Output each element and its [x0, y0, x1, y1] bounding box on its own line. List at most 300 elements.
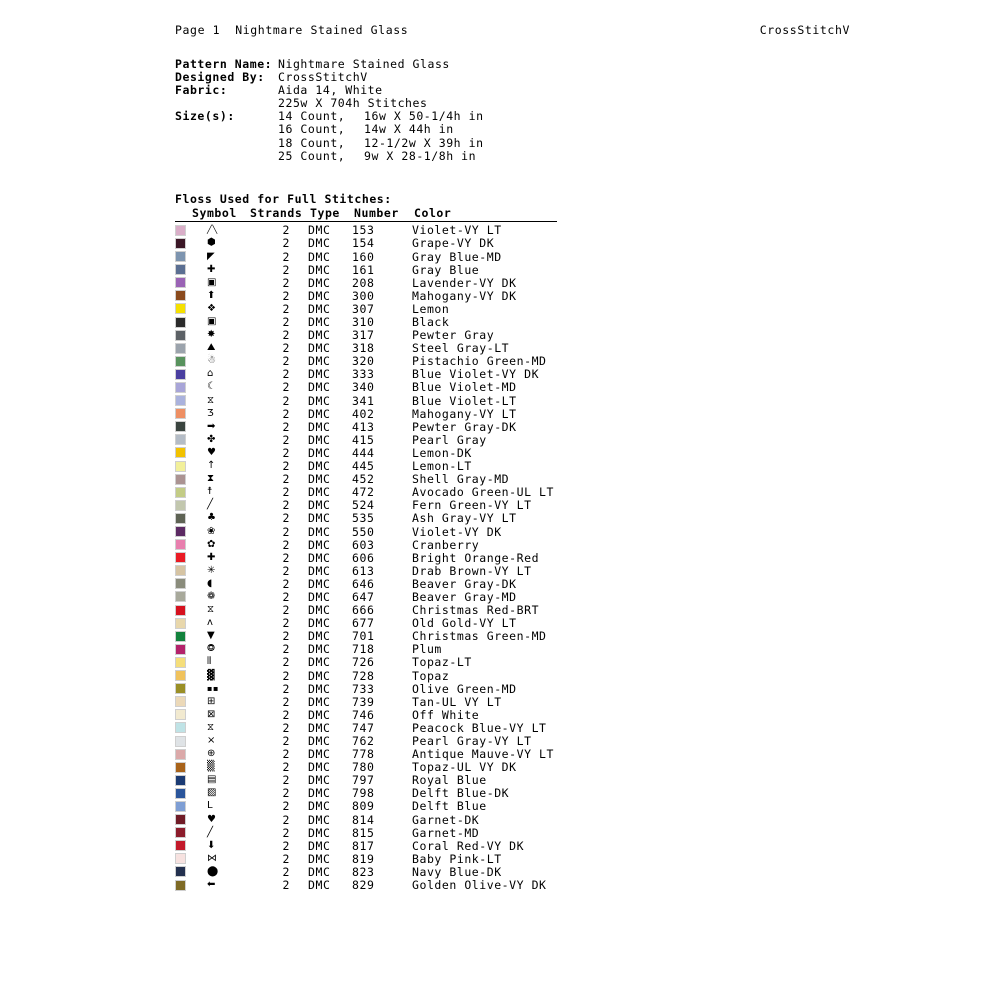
color-swatch	[175, 500, 186, 511]
table-row	[175, 708, 557, 721]
floss-strands: 2	[282, 275, 290, 290]
floss-number: 701	[352, 629, 375, 644]
floss-swatch-cell	[175, 657, 207, 668]
table-row	[175, 604, 557, 617]
floss-number: 677	[352, 616, 375, 631]
table-row	[175, 865, 557, 878]
floss-swatch-cell	[175, 709, 207, 720]
table-row	[175, 787, 557, 800]
table-row	[175, 721, 557, 734]
down-triangle-solid-icon: ▼	[207, 630, 216, 642]
floss-color-name: Gray Blue	[412, 262, 480, 277]
floss-strands: 2	[282, 288, 290, 303]
floss-strands: 2	[282, 707, 290, 722]
small-spade-dot-icon: ♥	[207, 446, 217, 458]
color-swatch	[175, 827, 186, 838]
floss-type: DMC	[308, 485, 331, 500]
floss-color-name: Black	[412, 315, 450, 329]
color-swatch	[175, 709, 186, 720]
table-row	[175, 459, 557, 472]
table-row	[175, 368, 557, 381]
floss-swatch-cell	[175, 762, 207, 773]
size-row	[278, 136, 484, 150]
floss-number: 340	[352, 380, 375, 395]
table-row	[175, 486, 557, 499]
floss-number: 778	[352, 747, 375, 762]
four-petal-flower-icon: ✿	[207, 538, 216, 550]
floss-type: DMC	[308, 550, 331, 565]
floss-color-name: Pewter Gray-DK	[412, 419, 517, 434]
floss-type: DMC	[308, 419, 331, 434]
floss-strands: 2	[282, 367, 290, 382]
running-header	[175, 23, 850, 37]
floss-type: DMC	[308, 236, 331, 251]
table-row	[175, 669, 557, 682]
floss-color-name: Peacock Blue-VY LT	[412, 720, 547, 735]
color-swatch	[175, 657, 186, 668]
floss-type: DMC	[308, 616, 331, 631]
floss-strands: 2	[282, 432, 290, 447]
floss-swatch-cell	[175, 526, 207, 537]
floss-number: 746	[352, 707, 375, 722]
floss-strands: 2	[282, 629, 290, 644]
floss-swatch-cell	[175, 539, 207, 550]
color-swatch	[175, 447, 186, 458]
floss-swatch-cell	[175, 251, 207, 262]
color-swatch	[175, 814, 186, 825]
floss-swatch-cell	[175, 303, 207, 314]
color-swatch	[175, 565, 186, 576]
floss-number: 797	[352, 773, 375, 788]
designed-by-value: CrossStitchV	[278, 70, 368, 85]
floss-strands: 2	[282, 459, 290, 474]
table-row	[175, 800, 557, 813]
floss-number: 472	[352, 485, 375, 500]
floss-color-name: Bright Orange-Red	[412, 550, 540, 565]
floss-type: DMC	[308, 694, 331, 709]
floss-strands: 2	[282, 419, 290, 434]
squared-plus-icon: ⊞	[207, 695, 216, 707]
floss-type: DMC	[308, 864, 331, 879]
table-row	[175, 224, 557, 237]
heavy-plus-icon: ✚	[207, 551, 216, 563]
floss-color-name: Antique Mauve-VY LT	[412, 747, 554, 762]
floss-color-name: Pearl Gray-VY LT	[412, 734, 532, 748]
floss-type: DMC	[308, 655, 331, 670]
fabric-label: Fabric:	[175, 83, 228, 98]
floss-number: 318	[352, 341, 375, 356]
floss-type: DMC	[308, 786, 331, 801]
floss-number: 815	[352, 825, 375, 840]
floss-swatch-cell	[175, 775, 207, 786]
color-swatch	[175, 408, 186, 419]
floss-number: 613	[352, 563, 375, 578]
size-count: 25 Count,	[278, 148, 346, 163]
column-header-color: Color	[414, 206, 452, 220]
floss-type: DMC	[308, 367, 331, 382]
floss-type: DMC	[308, 537, 331, 552]
floss-strands: 2	[282, 341, 290, 356]
color-swatch	[175, 605, 186, 616]
floss-type: DMC	[308, 576, 331, 591]
floss-type: DMC	[308, 720, 331, 735]
small-crown-icon: ☃	[207, 355, 217, 367]
squared-times-icon: ⊠	[207, 708, 216, 720]
floss-swatch-cell	[175, 382, 207, 393]
floss-strands: 2	[282, 668, 290, 683]
table-row	[175, 512, 557, 525]
table-row	[175, 420, 557, 433]
floss-strands: 2	[282, 406, 290, 421]
floss-type: DMC	[308, 262, 331, 277]
floss-number: 208	[352, 275, 375, 290]
floss-swatch-cell	[175, 605, 207, 616]
floss-swatch-cell	[175, 421, 207, 432]
floss-color-name: Grape-VY DK	[412, 236, 495, 251]
table-row	[175, 289, 557, 302]
table-row	[175, 473, 557, 486]
floss-type: DMC	[308, 275, 331, 290]
floss-swatch-cell	[175, 670, 207, 681]
color-swatch	[175, 395, 186, 406]
column-header-symbol: Symbol	[192, 206, 237, 220]
floss-color-name: Coral Red-VY DK	[412, 838, 525, 853]
roman-numeral-two-icon: ⧖	[207, 721, 215, 733]
floss-type: DMC	[308, 315, 331, 329]
meta-row-fabric-stitches	[175, 96, 484, 109]
floss-swatch-cell	[175, 736, 207, 747]
floss-strands: 2	[282, 589, 290, 604]
floss-swatch-cell	[175, 369, 207, 380]
floss-strands: 2	[282, 537, 290, 552]
color-swatch	[175, 290, 186, 301]
table-row	[175, 813, 557, 826]
floss-color-name: Golden Olive-VY DK	[412, 878, 547, 893]
table-row	[175, 774, 557, 787]
table-row	[175, 852, 557, 865]
color-swatch	[175, 225, 186, 236]
floss-color-name: Lemon-LT	[412, 459, 472, 474]
floss-swatch-cell	[175, 552, 207, 563]
table-row	[175, 499, 557, 512]
floss-strands: 2	[282, 747, 290, 762]
pattern-metadata	[175, 57, 484, 162]
floss-number: 817	[352, 838, 375, 853]
size-row	[278, 109, 484, 123]
floss-number: 718	[352, 642, 375, 657]
fabric-value: Aida 14, White	[278, 83, 383, 98]
floss-swatch-cell	[175, 290, 207, 301]
floss-swatch-cell	[175, 696, 207, 707]
size-dimensions: 14w X 44h in	[364, 122, 454, 137]
filled-square-dot-icon: ▣	[207, 316, 217, 327]
floss-strands: 2	[282, 878, 290, 893]
floss-number: 798	[352, 786, 375, 801]
floss-strands: 2	[282, 694, 290, 709]
floss-type: DMC	[308, 432, 331, 447]
floss-swatch-cell	[175, 827, 207, 838]
floss-number: 154	[352, 236, 375, 251]
floss-color-name: Pearl Gray	[412, 432, 487, 447]
floss-color-name: Navy Blue-DK	[412, 864, 502, 879]
hourglass-x-icon: ⧗	[207, 473, 215, 485]
pattern-name-label: Pattern Name:	[175, 57, 273, 71]
color-swatch	[175, 277, 186, 288]
floss-strands: 2	[282, 249, 290, 264]
floss-swatch-cell	[175, 513, 207, 524]
floss-swatch-cell	[175, 225, 207, 236]
four-club-cross-icon: ✤	[207, 433, 216, 445]
floss-color-name: Christmas Green-MD	[412, 629, 547, 644]
color-swatch	[175, 880, 186, 891]
color-swatch	[175, 487, 186, 498]
floss-type: DMC	[308, 445, 331, 460]
up-arrow-solid-icon: ⬆	[207, 289, 216, 301]
floss-number: 646	[352, 576, 375, 591]
floss-swatch-cell	[175, 722, 207, 733]
rosette-icon: ❁	[207, 590, 216, 602]
color-swatch	[175, 330, 186, 341]
floss-strands: 2	[282, 380, 290, 395]
diamond-outline-icon: ❖	[207, 302, 217, 314]
header-rule	[175, 221, 557, 222]
diagonal-stroke-icon: ╱	[207, 499, 214, 511]
fabric-stitches-value: 225w X 704h Stitches	[278, 96, 428, 111]
color-swatch	[175, 618, 186, 629]
floss-color-name: Drab Brown-VY LT	[412, 563, 532, 578]
heavy-cross-icon: ✚	[207, 263, 216, 275]
floss-strands: 2	[282, 720, 290, 735]
floss-strands: 2	[282, 812, 290, 827]
floss-number: 726	[352, 655, 375, 670]
color-swatch	[175, 683, 186, 694]
floss-strands: 2	[282, 472, 290, 487]
half-shaded-square-icon: ▤	[207, 774, 217, 786]
floss-strands: 2	[282, 786, 290, 801]
floss-type: DMC	[308, 498, 331, 513]
floss-type: DMC	[308, 838, 331, 853]
table-row	[175, 538, 557, 551]
color-swatch	[175, 749, 186, 760]
color-swatch	[175, 264, 186, 275]
floss-swatch-cell	[175, 840, 207, 851]
color-swatch	[175, 238, 186, 249]
square-with-center-icon: ▣	[207, 276, 217, 288]
eight-spoked-asterisk-icon: ✸	[207, 329, 216, 341]
floss-number: 333	[352, 367, 375, 382]
table-row	[175, 839, 557, 852]
floss-number: 829	[352, 878, 375, 893]
floss-color-name: Blue Violet-LT	[412, 393, 517, 408]
table-row	[175, 695, 557, 708]
floss-swatch-cell	[175, 343, 207, 354]
color-swatch	[175, 762, 186, 773]
size-row	[278, 122, 454, 136]
table-row	[175, 237, 557, 250]
floss-number: 415	[352, 432, 375, 447]
triangle-outline-peak-icon: ⛰	[207, 342, 216, 354]
floss-swatch-cell	[175, 461, 207, 472]
floss-number: 535	[352, 511, 375, 526]
floss-swatch-cell	[175, 814, 207, 825]
floss-row-list	[175, 224, 557, 892]
floss-color-name: Off White	[412, 707, 480, 722]
meta-row-pattern-name	[175, 57, 484, 70]
floss-color-name: Christmas Red-BRT	[412, 603, 540, 618]
floss-type: DMC	[308, 812, 331, 827]
dome-shape-icon: ⌂	[207, 368, 214, 380]
triple-vertical-bars-icon: ⫴	[207, 656, 212, 668]
floss-number: 524	[352, 498, 375, 513]
floss-swatch-cell	[175, 434, 207, 445]
bowtie-icon: ⋈	[207, 852, 218, 864]
floss-strands: 2	[282, 315, 290, 329]
size-dimensions: 9w X 28-1/8h in	[364, 148, 477, 163]
letter-z-icon: Ʒ	[207, 407, 215, 419]
table-row	[175, 315, 557, 328]
floss-type: DMC	[308, 747, 331, 762]
floss-number: 739	[352, 694, 375, 709]
page-label: Page 1	[175, 23, 221, 37]
floss-number: 317	[352, 328, 375, 343]
floss-number: 666	[352, 603, 375, 618]
color-swatch	[175, 421, 186, 432]
floss-swatch-cell	[175, 866, 207, 877]
floss-section-title: Floss Used for Full Stitches:	[175, 192, 392, 206]
table-row	[175, 748, 557, 761]
floss-number: 153	[352, 223, 375, 238]
floss-color-name: Gray Blue-MD	[412, 249, 502, 264]
color-swatch	[175, 317, 186, 328]
floss-type: DMC	[308, 380, 331, 395]
size-dimensions: 12-1/2w X 39h in	[364, 135, 484, 150]
floss-type: DMC	[308, 734, 331, 748]
color-swatch	[175, 461, 186, 472]
floss-swatch-cell	[175, 395, 207, 406]
floss-color-name: Pistachio Green-MD	[412, 354, 547, 369]
floss-color-name: Topaz-LT	[412, 655, 472, 670]
floss-strands: 2	[282, 262, 290, 277]
floss-color-name: Royal Blue	[412, 773, 487, 788]
floss-color-name: Fern Green-VY LT	[412, 498, 532, 513]
floss-table-header	[175, 206, 557, 220]
letter-l-icon: L	[207, 800, 214, 812]
up-arrow-thin-icon: ↑	[207, 460, 216, 472]
floss-number: 161	[352, 262, 375, 277]
floss-strands: 2	[282, 445, 290, 460]
floss-type: DMC	[308, 354, 331, 369]
floss-swatch-cell	[175, 408, 207, 419]
color-swatch	[175, 539, 186, 550]
floss-type: DMC	[308, 249, 331, 264]
sizes-label: Size(s):	[175, 109, 235, 124]
floss-swatch-cell	[175, 683, 207, 694]
floss-strands: 2	[282, 223, 290, 238]
floss-swatch-cell	[175, 618, 207, 629]
floss-number: 413	[352, 419, 375, 434]
floss-color-name: Lemon-DK	[412, 445, 472, 460]
size-dimensions: 16w X 50-1/4h in	[364, 109, 484, 124]
floss-strands: 2	[282, 236, 290, 251]
floss-number: 402	[352, 406, 375, 421]
floss-number: 780	[352, 760, 375, 775]
floss-type: DMC	[308, 825, 331, 840]
floss-color-name: Baby Pink-LT	[412, 851, 502, 866]
table-row	[175, 446, 557, 459]
floss-color-name: Steel Gray-LT	[412, 341, 510, 356]
table-row	[175, 250, 557, 263]
floss-color-name: Beaver Gray-DK	[412, 576, 517, 591]
floss-swatch-cell	[175, 788, 207, 799]
circled-plus-icon: ⊕	[207, 748, 216, 760]
color-swatch	[175, 866, 186, 877]
table-row	[175, 590, 557, 603]
floss-color-name: Garnet-DK	[412, 812, 480, 827]
color-swatch	[175, 775, 186, 786]
floss-strands: 2	[282, 354, 290, 369]
table-row	[175, 342, 557, 355]
crescent-moon-icon: ☾	[207, 381, 217, 393]
floss-swatch-cell	[175, 565, 207, 576]
hatched-square-icon: ▒	[207, 761, 216, 773]
floss-color-name: Ash Gray-VY LT	[412, 511, 517, 526]
floss-number: 341	[352, 393, 375, 408]
percent-slash-icon: ╱╲	[207, 225, 218, 235]
floss-swatch-cell	[175, 264, 207, 275]
color-swatch	[175, 526, 186, 537]
color-swatch	[175, 801, 186, 812]
floss-type: DMC	[308, 878, 331, 893]
floss-number: 603	[352, 537, 375, 552]
floss-strands: 2	[282, 603, 290, 618]
floss-strands: 2	[282, 734, 290, 748]
floss-strands: 2	[282, 563, 290, 578]
color-swatch	[175, 513, 186, 524]
floss-strands: 2	[282, 760, 290, 775]
table-row	[175, 276, 557, 289]
floss-strands: 2	[282, 851, 290, 866]
table-row	[175, 381, 557, 394]
floss-color-name: Beaver Gray-MD	[412, 589, 517, 604]
floss-number: 452	[352, 472, 375, 487]
floss-color-name: Tan-UL VY LT	[412, 694, 502, 709]
color-swatch	[175, 552, 186, 563]
color-swatch	[175, 434, 186, 445]
floss-type: DMC	[308, 459, 331, 474]
floss-number: 445	[352, 459, 375, 474]
floss-number: 310	[352, 315, 375, 329]
floss-strands: 2	[282, 825, 290, 840]
floss-color-name: Pewter Gray	[412, 328, 495, 343]
floss-table	[175, 206, 557, 892]
color-swatch	[175, 722, 186, 733]
floss-color-name: Delft Blue-DK	[412, 786, 510, 801]
meta-row-size-0	[175, 109, 484, 122]
floss-type: DMC	[308, 589, 331, 604]
color-swatch	[175, 631, 186, 642]
brand-label: CrossStitchV	[759, 23, 850, 37]
floss-number: 550	[352, 524, 375, 539]
hourglass-icon: ⧖	[207, 394, 215, 406]
floss-type: DMC	[308, 563, 331, 578]
floss-color-name: Old Gold-VY LT	[412, 616, 517, 631]
table-row	[175, 525, 557, 538]
floss-color-name: Delft Blue	[412, 799, 487, 814]
floss-strands: 2	[282, 576, 290, 591]
floss-color-name: Olive Green-MD	[412, 681, 517, 696]
shaded-square-icon: ▓	[207, 669, 216, 681]
column-header-type: Type	[310, 206, 340, 220]
